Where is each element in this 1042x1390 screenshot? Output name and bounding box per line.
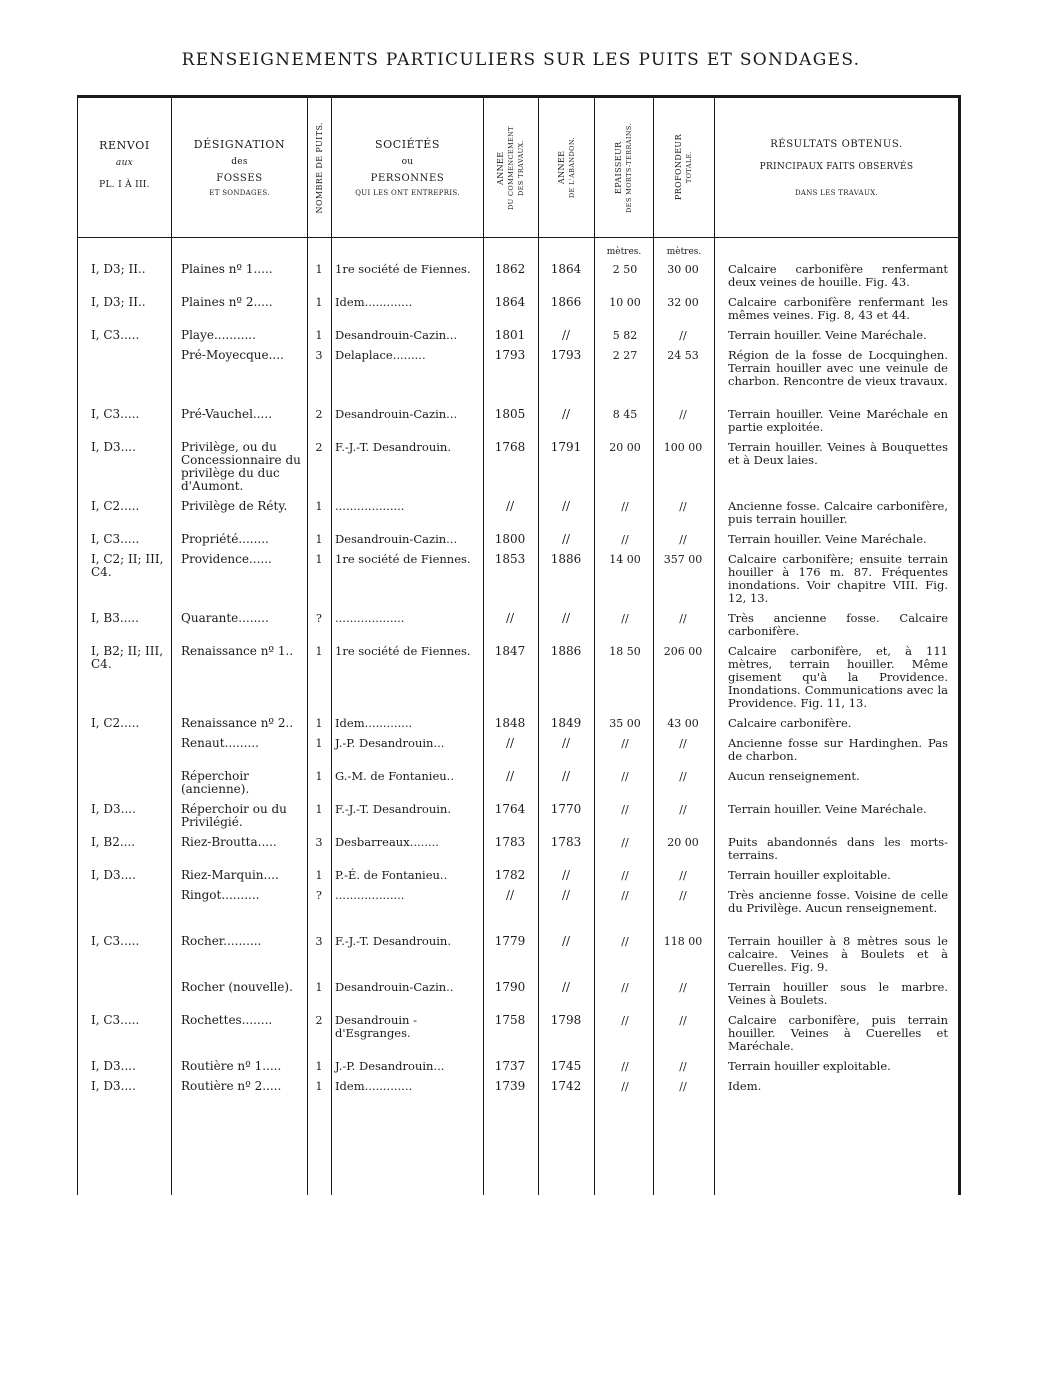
cell-societe: Desandrouin-Cazin... xyxy=(335,328,458,342)
cell-profondeur: // xyxy=(679,869,687,882)
cell-annee-debut: 1847 xyxy=(494,644,526,658)
cell-profondeur: // xyxy=(679,500,687,513)
cell-designation: Privilège de Réty. xyxy=(181,499,288,513)
cell-designation: Routière nº 1..... xyxy=(181,1059,282,1073)
cell-annee-abandon: // xyxy=(561,888,571,902)
table-row xyxy=(77,408,961,434)
cell-annee-debut: 1848 xyxy=(494,716,526,730)
cell-epaisseur: // xyxy=(621,737,629,750)
cell-epaisseur: 35 00 xyxy=(609,717,641,730)
table-row xyxy=(77,935,961,974)
cell-annee-debut: // xyxy=(505,736,515,750)
cell-nombre: 1 xyxy=(315,981,323,994)
cell-nombre: 1 xyxy=(315,263,323,276)
header-annee-debut-line1: ANNÉE xyxy=(496,150,505,185)
table-row xyxy=(77,349,961,401)
cell-resultats: Très ancienne fosse. Voisine de celle du Privilège. Aucun renseignement. xyxy=(728,888,948,915)
cell-annee-debut: 1800 xyxy=(494,532,526,546)
cell-profondeur: // xyxy=(679,329,687,342)
header-societes-line4: QUI LES ONT ENTREPRIS. xyxy=(355,189,460,197)
cell-resultats: Calcaire carbonifère. xyxy=(728,716,852,730)
cell-profondeur: 206 00 xyxy=(663,645,703,658)
cell-renvoi: I, D3; II.. xyxy=(91,295,146,309)
cell-annee-debut: 1790 xyxy=(494,980,526,994)
table-row xyxy=(77,869,961,882)
cell-nombre: 1 xyxy=(315,1080,323,1093)
table-row xyxy=(77,803,961,829)
cell-annee-abandon: 1798 xyxy=(550,1013,582,1027)
unit-epaisseur: mètres. xyxy=(606,247,642,257)
cell-annee-abandon: 1770 xyxy=(550,802,582,816)
cell-nombre: 1 xyxy=(315,500,323,513)
header-annee-abandon xyxy=(539,98,594,237)
cell-epaisseur: // xyxy=(621,869,629,882)
cell-profondeur: 100 00 xyxy=(663,441,703,454)
cell-epaisseur: 20 00 xyxy=(609,441,641,454)
cell-nombre: 3 xyxy=(315,935,323,948)
cell-designation: Quarante........ xyxy=(181,611,269,625)
cell-nombre: 1 xyxy=(315,553,323,566)
table-row xyxy=(77,1014,961,1053)
cell-societe: F.-J.-T. Desandrouin. xyxy=(335,440,451,454)
cell-societe: F.-J.-T. Desandrouin. xyxy=(335,934,451,948)
cell-annee-abandon: 1849 xyxy=(550,716,582,730)
cell-nombre: 1 xyxy=(315,717,323,730)
cell-societe: Idem............. xyxy=(335,295,413,309)
cell-epaisseur: // xyxy=(621,1014,629,1027)
table-row xyxy=(77,981,961,1007)
cell-societe: Idem............. xyxy=(335,716,413,730)
cell-annee-abandon: 1866 xyxy=(550,295,582,309)
table-row xyxy=(77,612,961,638)
cell-annee-abandon: // xyxy=(561,532,571,546)
cell-resultats: Calcaire carbonifère renfermant deux veines de houille. Fig. 43. xyxy=(728,262,948,289)
cell-societe: ................... xyxy=(335,888,405,902)
cell-resultats: Aucun renseignement. xyxy=(728,769,860,783)
cell-epaisseur: 18 50 xyxy=(609,645,641,658)
cell-resultats: Calcaire carbonifère, et, à 111 mètres, terrain houiller. Même gisement qu'à la Providence. Inondations. Communications avec la Providence. Fig. 11, 13. xyxy=(728,644,948,710)
cell-renvoi: I, C3..... xyxy=(91,934,140,948)
table-row xyxy=(77,296,961,322)
cell-annee-abandon: 1886 xyxy=(550,552,582,566)
cell-designation: Providence...... xyxy=(181,552,272,566)
cell-designation: Routière nº 2..... xyxy=(181,1079,282,1093)
cell-nombre: 1 xyxy=(315,645,323,658)
cell-annee-debut: 1758 xyxy=(494,1013,526,1027)
cell-societe: ................... xyxy=(335,611,405,625)
cell-designation: Renaut......... xyxy=(181,736,259,750)
cell-annee-debut: 1862 xyxy=(494,262,526,276)
cell-resultats: Ancienne fosse sur Hardinghen. Pas de charbon. xyxy=(728,736,948,763)
cell-annee-debut: 1801 xyxy=(494,328,526,342)
table-row xyxy=(77,717,961,730)
header-epaisseur-text xyxy=(614,123,634,213)
header-resultats-line1: RÉSULTATS OBTENUS. xyxy=(770,138,903,150)
cell-designation: Réperchoir (ancienne). xyxy=(181,769,250,796)
cell-annee-abandon: // xyxy=(561,499,571,513)
cell-annee-debut: 1853 xyxy=(494,552,526,566)
cell-epaisseur: // xyxy=(621,533,629,546)
header-societes-line2: ou xyxy=(401,157,414,167)
cell-epaisseur: // xyxy=(621,836,629,849)
cell-annee-debut: 1793 xyxy=(494,348,526,362)
cell-profondeur: // xyxy=(679,770,687,783)
cell-annee-debut: 1737 xyxy=(494,1059,526,1073)
cell-annee-abandon: // xyxy=(561,611,571,625)
cell-nombre: ? xyxy=(316,612,322,625)
header-societes xyxy=(332,98,483,237)
header-societes-line1: SOCIÉTÉS xyxy=(374,138,441,151)
header-annee-debut-text xyxy=(496,126,526,210)
cell-renvoi: I, B2; II; III, C4. xyxy=(91,644,164,671)
cell-renvoi: I, B2.... xyxy=(91,835,136,849)
table-row xyxy=(77,645,961,710)
cell-resultats: Ancienne fosse. Calcaire carbonifère, puis terrain houiller. xyxy=(728,499,948,526)
cell-nombre: ? xyxy=(316,889,322,902)
cell-nombre: 2 xyxy=(315,1014,323,1027)
table-row xyxy=(77,500,961,526)
cell-nombre: 3 xyxy=(315,836,323,849)
cell-renvoi: I, D3.... xyxy=(91,1059,136,1073)
cell-annee-debut: 1782 xyxy=(494,868,526,882)
table-row xyxy=(77,533,961,546)
cell-epaisseur: 8 45 xyxy=(612,408,638,421)
cell-resultats: Région de la fosse de Locquinghen. Terrain houiller avec une veinule de charbon. Rencontre de vieux travaux. xyxy=(728,348,948,388)
header-resultats-line2: PRINCIPAUX FAITS OBSERVÉS xyxy=(759,161,914,172)
page-title: RENSEIGNEMENTS PARTICULIERS SUR LES PUITS ET SONDAGES. xyxy=(181,50,861,70)
cell-resultats: Terrain houiller à 8 mètres sous le calcaire. Veines à Boulets et à Cuerelles. Fig. 9. xyxy=(728,934,948,974)
cell-societe: F.-J.-T. Desandrouin. xyxy=(335,802,451,816)
cell-epaisseur: // xyxy=(621,803,629,816)
cell-resultats: Terrain houiller exploitable. xyxy=(728,1059,891,1073)
cell-profondeur: 357 00 xyxy=(663,553,703,566)
cell-annee-abandon: // xyxy=(561,980,571,994)
cell-resultats: Calcaire carbonifère, puis terrain houiller. Veines à Cuerelles et Maréchale. xyxy=(728,1013,948,1053)
header-designation xyxy=(172,98,307,237)
cell-annee-debut: // xyxy=(505,499,515,513)
cell-designation: Rochettes........ xyxy=(181,1013,273,1027)
cell-nombre: 1 xyxy=(315,803,323,816)
cell-annee-abandon: 1742 xyxy=(550,1079,582,1093)
cell-societe: G.-M. de Fontanieu.. xyxy=(335,769,454,783)
cell-profondeur: 24 53 xyxy=(667,349,699,362)
cell-resultats: Terrain houiller. Veine Maréchale. xyxy=(728,802,927,816)
cell-renvoi: I, C3..... xyxy=(91,532,140,546)
header-renvoi-line3: PL. I À III. xyxy=(99,180,150,190)
cell-profondeur: // xyxy=(679,737,687,750)
cell-profondeur: 43 00 xyxy=(667,717,699,730)
cell-annee-abandon: // xyxy=(561,407,571,421)
cell-renvoi: I, C3..... xyxy=(91,407,140,421)
cell-designation: Plaines nº 1..... xyxy=(181,262,273,276)
header-profondeur-line2: TOTALE. xyxy=(685,151,693,184)
cell-designation: Renaissance nº 1.. xyxy=(181,644,294,658)
cell-nombre: 1 xyxy=(315,296,323,309)
cell-profondeur: // xyxy=(679,1080,687,1093)
header-annee-abandon-line2: DE L'ABANDON. xyxy=(567,136,576,199)
cell-epaisseur: 2 27 xyxy=(612,349,638,362)
cell-resultats: Terrain houiller. Veine Maréchale en partie exploitée. xyxy=(728,407,948,434)
cell-nombre: 3 xyxy=(315,349,323,362)
cell-societe: P.-É. de Fontanieu.. xyxy=(335,868,448,882)
table-row xyxy=(77,836,961,862)
header-profondeur-text xyxy=(674,134,694,200)
cell-resultats: Terrain houiller sous le marbre. Veines à Boulets. xyxy=(728,980,948,1007)
cell-annee-debut: 1764 xyxy=(494,802,526,816)
cell-designation: Plaines nº 2..... xyxy=(181,295,273,309)
cell-profondeur: 20 00 xyxy=(667,836,699,849)
cell-resultats: Terrain houiller. Veine Maréchale. xyxy=(728,328,927,342)
cell-resultats: Terrain houiller exploitable. xyxy=(728,868,891,882)
cell-annee-abandon: 1793 xyxy=(550,348,582,362)
header-nombre xyxy=(308,98,331,237)
cell-societe: Idem............. xyxy=(335,1079,413,1093)
cell-resultats: Calcaire carbonifère; ensuite terrain houiller à 176 m. 87. Fréquentes inondations. Voir chapitre VIII. Fig. 12, 13. xyxy=(728,552,948,605)
table-row xyxy=(77,441,961,493)
table-row xyxy=(77,553,961,605)
table-body xyxy=(77,263,961,1100)
cell-designation: Rocher.......... xyxy=(181,934,262,948)
cell-renvoi: I, D3.... xyxy=(91,440,136,454)
cell-annee-abandon: 1886 xyxy=(550,644,582,658)
header-renvoi-line2: aux xyxy=(115,158,134,168)
cell-nombre: 2 xyxy=(315,441,323,454)
cell-profondeur: // xyxy=(679,981,687,994)
cell-nombre: 1 xyxy=(315,770,323,783)
cell-nombre: 1 xyxy=(315,869,323,882)
header-resultats xyxy=(715,98,958,237)
cell-designation: Riez-Marquin.... xyxy=(181,868,279,882)
header-nombre-text: NOMBRE DE PUITS. xyxy=(314,121,324,214)
table-row xyxy=(77,770,961,796)
wells-table xyxy=(77,95,961,1195)
cell-resultats: Terrain houiller. Veines à Bouquettes et à Deux laies. xyxy=(728,440,948,467)
cell-designation: Pré-Moyecque.... xyxy=(181,348,284,362)
header-annee-abandon-text xyxy=(557,137,577,198)
header-renvoi-line1: RENVOI xyxy=(99,139,150,152)
header-renvoi xyxy=(78,98,171,237)
cell-societe: Delaplace......... xyxy=(335,348,426,362)
header-epaisseur-line2: DES MORTS-TERRAINS. xyxy=(625,122,633,213)
cell-profondeur: // xyxy=(679,533,687,546)
cell-epaisseur: // xyxy=(621,935,629,948)
cell-annee-abandon: // xyxy=(561,769,571,783)
cell-nombre: 1 xyxy=(315,1060,323,1073)
cell-renvoi: I, C3..... xyxy=(91,1013,140,1027)
cell-profondeur: // xyxy=(679,803,687,816)
cell-designation: Propriété........ xyxy=(181,532,269,546)
cell-nombre: 1 xyxy=(315,737,323,750)
cell-nombre: 1 xyxy=(315,329,323,342)
cell-annee-abandon: 1783 xyxy=(550,835,582,849)
header-designation-line3: FOSSES xyxy=(216,173,263,184)
cell-annee-debut: 1768 xyxy=(494,440,526,454)
cell-epaisseur: // xyxy=(621,1060,629,1073)
cell-nombre: 1 xyxy=(315,533,323,546)
cell-epaisseur: 14 00 xyxy=(609,553,641,566)
cell-societe: Desbarreaux........ xyxy=(335,835,439,849)
cell-profondeur: // xyxy=(679,612,687,625)
table-row xyxy=(77,263,961,289)
cell-profondeur: // xyxy=(679,1014,687,1027)
cell-renvoi: I, D3.... xyxy=(91,1079,136,1093)
cell-annee-abandon: // xyxy=(561,868,571,882)
header-profondeur xyxy=(654,98,714,237)
cell-renvoi: I, D3; II.. xyxy=(91,262,146,276)
cell-epaisseur: 5 82 xyxy=(612,329,638,342)
cell-designation: Ringot.......... xyxy=(181,888,260,902)
cell-epaisseur: // xyxy=(621,981,629,994)
cell-annee-debut: // xyxy=(505,769,515,783)
header-designation-line2: des xyxy=(231,157,248,167)
cell-societe: J.-P. Desandrouin... xyxy=(335,1059,445,1073)
header-designation-line1: DÉSIGNATION xyxy=(193,138,286,151)
cell-annee-debut: 1783 xyxy=(494,835,526,849)
cell-epaisseur: // xyxy=(621,1080,629,1093)
cell-renvoi: I, D3.... xyxy=(91,868,136,882)
table-row xyxy=(77,1080,961,1093)
cell-epaisseur: // xyxy=(621,889,629,902)
cell-epaisseur: // xyxy=(621,612,629,625)
cell-designation: Rocher (nouvelle). xyxy=(181,980,293,994)
cell-epaisseur: 10 00 xyxy=(609,296,641,309)
header-annee-debut-line3: DES TRAVAUX. xyxy=(517,139,525,196)
cell-epaisseur: // xyxy=(621,500,629,513)
cell-annee-debut: 1779 xyxy=(494,934,526,948)
cell-renvoi: I, C2; II; III, C4. xyxy=(91,552,164,579)
cell-societe: J.-P. Desandrouin... xyxy=(335,736,445,750)
header-epaisseur xyxy=(595,98,653,237)
cell-annee-debut: // xyxy=(505,888,515,902)
cell-renvoi: I, D3.... xyxy=(91,802,136,816)
cell-resultats: Terrain houiller. Veine Maréchale. xyxy=(728,532,927,546)
cell-renvoi: I, C3..... xyxy=(91,328,140,342)
cell-designation: Privilège, ou du Concessionnaire du privilège du duc d'Aumont. xyxy=(181,440,301,493)
cell-resultats: Très ancienne fosse. Calcaire carbonifère. xyxy=(728,611,948,638)
cell-societe: Desandrouin-Cazin... xyxy=(335,407,458,421)
header-annee-debut-line2: DU COMMENCEMENT xyxy=(507,125,515,210)
cell-profondeur: 30 00 xyxy=(667,263,699,276)
header-bottom-rule xyxy=(77,237,961,238)
table-row xyxy=(77,737,961,763)
cell-designation: Renaissance nº 2.. xyxy=(181,716,294,730)
cell-renvoi: I, C2..... xyxy=(91,716,140,730)
cell-societe: 1re société de Fiennes. xyxy=(335,644,471,658)
header-designation-line4: ET SONDAGES. xyxy=(209,189,270,197)
cell-profondeur: 118 00 xyxy=(663,935,703,948)
cell-designation: Riez-Broutta..... xyxy=(181,835,277,849)
cell-annee-abandon: // xyxy=(561,736,571,750)
cell-annee-debut: 1864 xyxy=(494,295,526,309)
cell-societe: Desandrouin-Cazin.. xyxy=(335,980,454,994)
cell-societe: ................... xyxy=(335,499,405,513)
cell-designation: Pré-Vauchel..... xyxy=(181,407,273,421)
cell-annee-abandon: 1745 xyxy=(550,1059,582,1073)
unit-profondeur: mètres. xyxy=(666,247,702,257)
cell-societe: 1re société de Fiennes. xyxy=(335,262,471,276)
cell-designation: Réperchoir ou du Privilégié. xyxy=(181,802,287,829)
cell-renvoi: I, C2..... xyxy=(91,499,140,513)
header-resultats-line3: DANS LES TRAVAUX. xyxy=(794,188,879,197)
cell-annee-debut: // xyxy=(505,611,515,625)
cell-annee-abandon: 1791 xyxy=(550,440,582,454)
cell-profondeur: 32 00 xyxy=(667,296,699,309)
cell-societe: 1re société de Fiennes. xyxy=(335,552,471,566)
cell-resultats: Puits abandonnés dans les morts-terrains. xyxy=(728,835,948,862)
header-societes-line3: PERSONNES xyxy=(370,173,445,184)
table-row xyxy=(77,889,961,928)
header-annee-abandon-line1: ANNÉE xyxy=(556,150,566,185)
cell-profondeur: // xyxy=(679,889,687,902)
cell-annee-abandon: // xyxy=(561,328,571,342)
cell-resultats: Idem. xyxy=(728,1079,762,1093)
cell-renvoi: I, B3..... xyxy=(91,611,139,625)
header-annee-debut xyxy=(484,98,538,237)
cell-societe: Desandrouin - d'Esgranges. xyxy=(335,1013,418,1040)
cell-annee-debut: 1739 xyxy=(494,1079,526,1093)
cell-nombre: 2 xyxy=(315,408,323,421)
cell-epaisseur: 2 50 xyxy=(612,263,638,276)
cell-epaisseur: // xyxy=(621,770,629,783)
cell-profondeur: // xyxy=(679,1060,687,1073)
cell-annee-debut: 1805 xyxy=(494,407,526,421)
cell-designation: Playe........... xyxy=(181,328,256,342)
cell-resultats: Calcaire carbonifère renfermant les mêmes veines. Fig. 8, 43 et 44. xyxy=(728,295,948,322)
cell-profondeur: // xyxy=(679,408,687,421)
table-row xyxy=(77,1060,961,1073)
table-row xyxy=(77,329,961,342)
cell-societe: Desandrouin-Cazin... xyxy=(335,532,458,546)
header-profondeur-line1: PROFONDEUR xyxy=(674,134,683,201)
cell-annee-abandon: // xyxy=(561,934,571,948)
cell-annee-abandon: 1864 xyxy=(550,262,582,276)
header-epaisseur-line1: ÉPAISSEUR xyxy=(614,141,623,194)
